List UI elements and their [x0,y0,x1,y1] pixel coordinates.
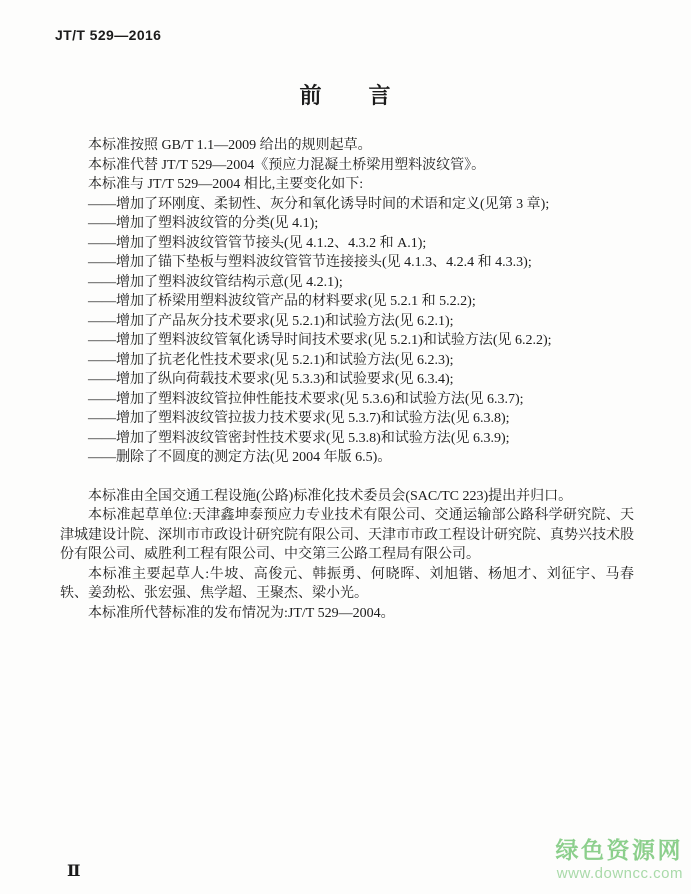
change-item: ——增加了产品灰分技术要求(见 5.2.1)和试验方法(见 6.2.1); [88,313,454,329]
intro-paragraph: 本标准与 JT/T 529—2004 相比,主要变化如下: [88,177,364,192]
change-item: ——增加了塑料波纹管氧化诱导时间技术要求(见 5.2.1)和试验方法(见 6.2.2); [88,333,552,348]
change-item: ——增加了塑料波纹管密封性技术要求(见 5.3.8)和试验方法(见 6.3.9); [88,430,510,446]
change-item: ——增加了塑料波纹管管节接头(见 4.1.2、4.3.2 和 A.1); [88,235,427,251]
change-item: ——增加了纵向荷载技术要求(见 5.3.3)和试验要求(见 6.3.4); [88,372,454,387]
change-item: ——增加了塑料波纹管拉伸性能技术要求(见 5.3.6)和试验方法(见 6.3.7); [88,391,524,407]
watermark-site-url: www.downcc.com [556,865,683,883]
closing-paragraph: 本标准主要起草人:牛坡、高俊元、韩振勇、何晓晖、刘旭锴、杨旭才、刘征宇、马春轶、姜劲松、张宏强、焦学超、王聚杰、梁小光。 [60,566,634,601]
foreword-content [60,136,634,623]
watermark-site-name: 绿色资源网 [555,837,683,863]
change-item: ——增加了塑料波纹管结构示意(见 4.2.1); [88,274,343,290]
intro-paragraph: 本标准代替 JT/T 529—2004《预应力混凝土桥梁用塑料波纹管》。 [88,157,486,173]
watermark [556,837,684,883]
closing-paragraph: 本标准所代替标准的发布情况为:JT/T 529—2004。 [88,605,395,621]
standard-number: JT/T 529—2016 [55,27,162,43]
change-item: ——增加了环刚度、柔韧性、灰分和氧化诱导时间的术语和定义(见第 3 章); [88,196,550,212]
change-item: ——删除了不圆度的测定方法(见 2004 年版 6.5)。 [88,450,392,465]
change-item: ——增加了塑料波纹管的分类(见 4.1); [88,216,319,231]
closing-paragraph: 本标准起草单位:天津鑫坤泰预应力专业技术有限公司、交通运输部公路科学研究院、天津城建设计院、深圳市市政设计研究院有限公司、天津市市政工程设计研究院、真势兴技术股份有限公司、威胜利工程有限公司、中交第三公路工程局有限公司。 [60,508,634,562]
page-number: Ⅱ [67,863,81,880]
page-title: 前 言 [299,83,392,108]
closing-paragraph: 本标准由全国交通工程设施(公路)标准化技术委员会(SAC/TC 223)提出并归口。 [88,488,573,504]
intro-paragraph: 本标准按照 GB/T 1.1—2009 给出的规则起草。 [88,138,372,153]
change-item: ——增加了锚下垫板与塑料波纹管管节连接接头(见 4.1.3、4.2.4 和 4.3.3); [88,255,532,270]
change-item: ——增加了塑料波纹管拉拔力技术要求(见 5.3.7)和试验方法(见 6.3.8); [88,411,510,426]
change-list [60,195,634,468]
change-item: ——增加了桥梁用塑料波纹管产品的材料要求(见 5.2.1 和 5.2.2); [88,294,476,309]
change-item: ——增加了抗老化性技术要求(见 5.2.1)和试验方法(见 6.2.3); [88,352,454,368]
